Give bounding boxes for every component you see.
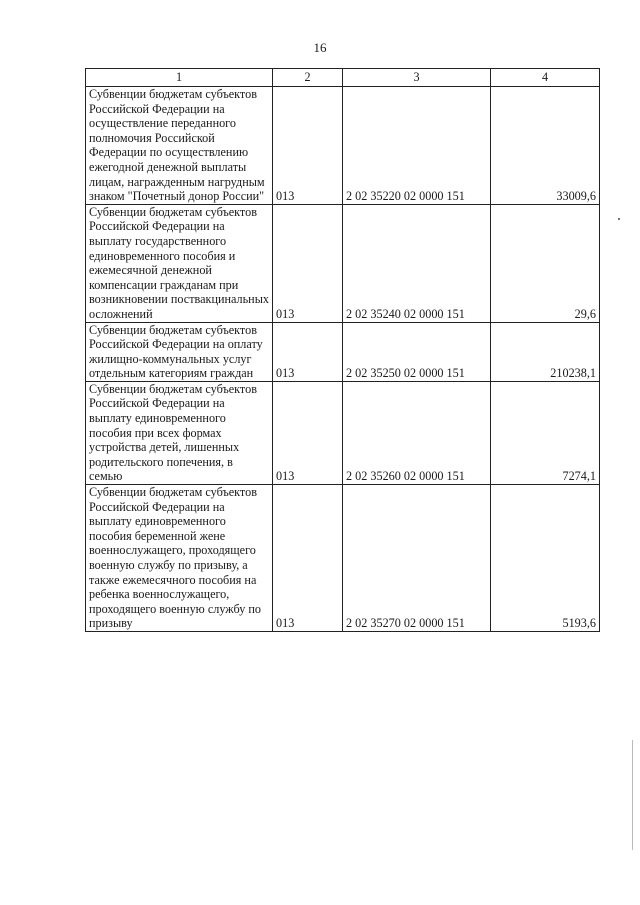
admin-code-cell: 013 xyxy=(273,485,343,632)
amount-cell: 7274,1 xyxy=(491,381,600,484)
income-name-cell: Субвенции бюджетам субъектов Российской Федерации на выплату государственного единовременного пособия и ежемесячной денежной компенсации гражданам при возникновении поствакцинальных осложнений xyxy=(86,204,273,322)
admin-code-cell: 013 xyxy=(273,204,343,322)
table-header-row xyxy=(86,69,600,87)
budget-code-cell: 2 02 35270 02 0000 151 xyxy=(343,485,491,632)
admin-code-cell: 013 xyxy=(273,381,343,484)
income-name-cell: Субвенции бюджетам субъектов Российской Федерации на оплату жилищно-коммунальных услуг отдельным категориям граждан xyxy=(86,322,273,381)
table-row xyxy=(86,87,600,205)
admin-code-cell: 013 xyxy=(273,87,343,205)
scan-edge-line xyxy=(632,740,633,850)
column-header-2: 2 xyxy=(273,69,343,87)
scan-speck xyxy=(618,218,620,220)
amount-cell: 33009,6 xyxy=(491,87,600,205)
column-header-4: 4 xyxy=(491,69,600,87)
budget-code-cell: 2 02 35220 02 0000 151 xyxy=(343,87,491,205)
table-row xyxy=(86,485,600,632)
income-name-cell: Субвенции бюджетам субъектов Российской Федерации на осуществление переданного полномочия Российской Федерации по осуществлению ежегодной денежной выплаты лицам, награжденным нагрудным знаком "Почетный донор России" xyxy=(86,87,273,205)
income-name-cell: Субвенции бюджетам субъектов Российской Федерации на выплату единовременного пособия при всех формах устройства детей, лишенных родительского попечения, в семью xyxy=(86,381,273,484)
table-row xyxy=(86,381,600,484)
income-name-cell: Субвенции бюджетам субъектов Российской Федерации на выплату единовременного пособия беременной жене военнослужащего, проходящего военную службу по призыву, а также ежемесячного пособия на ребенка военнослужащего, проходящего военную службу по призыву xyxy=(86,485,273,632)
table-row xyxy=(86,322,600,381)
table-row xyxy=(86,204,600,322)
budget-code-cell: 2 02 35250 02 0000 151 xyxy=(343,322,491,381)
budget-code-cell: 2 02 35260 02 0000 151 xyxy=(343,381,491,484)
amount-cell: 29,6 xyxy=(491,204,600,322)
admin-code-cell: 013 xyxy=(273,322,343,381)
revenue-table xyxy=(85,68,600,632)
column-header-3: 3 xyxy=(343,69,491,87)
amount-cell: 5193,6 xyxy=(491,485,600,632)
amount-cell: 210238,1 xyxy=(491,322,600,381)
column-header-1: 1 xyxy=(86,69,273,87)
budget-code-cell: 2 02 35240 02 0000 151 xyxy=(343,204,491,322)
page-number: 16 xyxy=(313,40,327,55)
